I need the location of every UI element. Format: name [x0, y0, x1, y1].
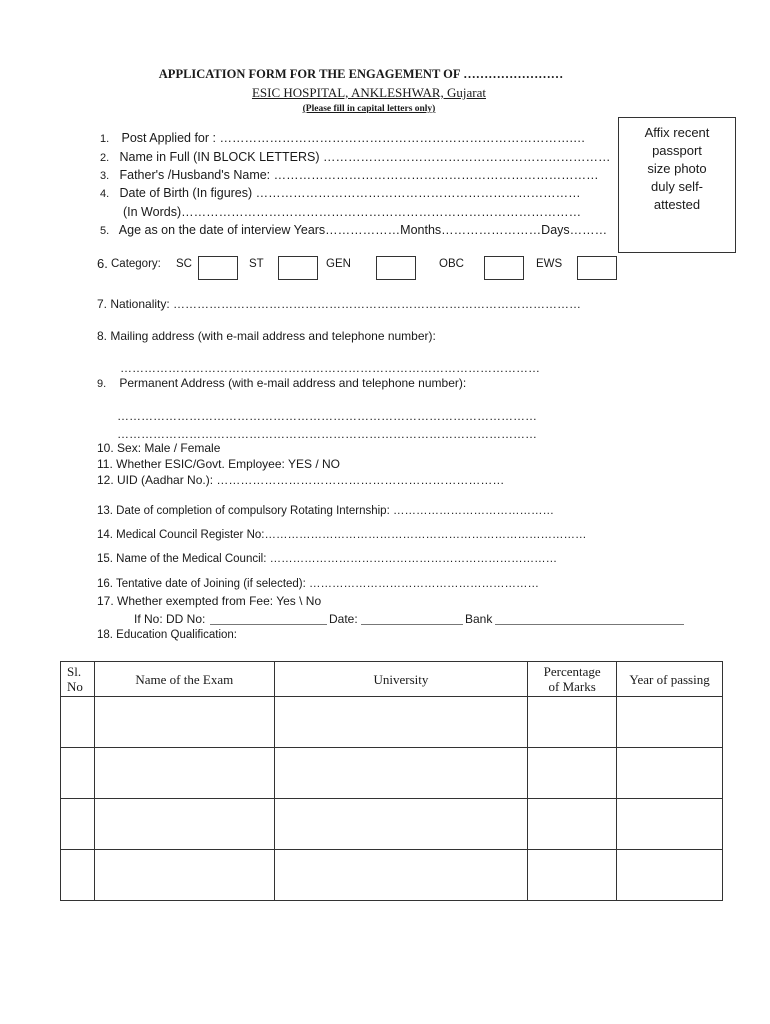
- header-text: Percentage: [543, 664, 601, 679]
- category-option-st: ST: [249, 258, 264, 270]
- field-number: 4.: [100, 188, 110, 200]
- category-number: 6.: [97, 256, 108, 271]
- table-cell[interactable]: [617, 799, 723, 850]
- header-sl-no: [61, 662, 95, 697]
- field-father-husband-name[interactable]: [100, 168, 599, 184]
- fill-instruction: (Please fill in capital letters only): [302, 104, 436, 114]
- table-cell[interactable]: [94, 799, 274, 850]
- table-cell[interactable]: [528, 748, 617, 799]
- field-number: 5.: [100, 225, 110, 237]
- table-cell[interactable]: [617, 748, 723, 799]
- header-year-of-passing: Year of passing: [617, 662, 723, 697]
- header-text: Sl.: [67, 664, 82, 679]
- header-university: University: [274, 662, 528, 697]
- hospital-name: ESIC HOSPITAL, ANKLESHWAR, Gujarat: [251, 85, 487, 100]
- field-mailing-address-line[interactable]: ……………………………………………………………………………………………: [120, 361, 540, 375]
- category-checkbox-obc[interactable]: [484, 256, 524, 280]
- field-uid[interactable]: 12. UID (Aadhar No.): ………………………………………………………………: [97, 473, 505, 487]
- table-row: [61, 850, 723, 901]
- dd-no-line[interactable]: [210, 624, 327, 625]
- table-cell[interactable]: [94, 697, 274, 748]
- field-permanent-address-line[interactable]: ……………………………………………………………………………………………: [117, 427, 537, 441]
- dd-date-label: Date:: [329, 612, 358, 626]
- table-cell[interactable]: [528, 850, 617, 901]
- field-fee-exemption[interactable]: 17. Whether exempted from Fee: Yes \ No: [97, 594, 322, 608]
- table-cell[interactable]: [274, 850, 528, 901]
- photo-box-line: duly self-: [650, 179, 704, 194]
- dd-no-label: If No: DD No:: [134, 612, 206, 626]
- category-option-gen: GEN: [326, 258, 351, 270]
- category-option-obc: OBC: [439, 258, 464, 270]
- field-dob-words[interactable]: [123, 205, 581, 220]
- category-checkbox-st[interactable]: [278, 256, 318, 280]
- field-number: 2.: [100, 152, 110, 164]
- field-text: Age as on the date of interview Years………………Months……………………Days………: [118, 223, 608, 237]
- table-cell[interactable]: [617, 850, 723, 901]
- category-label: Category:: [111, 258, 161, 270]
- field-post-applied[interactable]: [100, 131, 585, 147]
- header-text: of Marks: [548, 679, 596, 694]
- table-header-row: [61, 662, 723, 697]
- field-text: (In Words)……………………………………………………………………………………: [123, 205, 582, 219]
- photo-box-line: Affix recent: [644, 125, 710, 140]
- form-title: APPLICATION FORM FOR THE ENGAGEMENT OF ……………………: [158, 67, 564, 81]
- table-cell[interactable]: [274, 748, 528, 799]
- dd-date-line[interactable]: [361, 624, 463, 625]
- photo-box-line: attested: [653, 197, 701, 212]
- field-joining-date[interactable]: 16. Tentative date of Joining (if selected): ……………………………………………………: [97, 578, 540, 590]
- table-row: [61, 748, 723, 799]
- photo-box-line: passport: [652, 143, 702, 158]
- table-row: [61, 697, 723, 748]
- table-row: [61, 799, 723, 850]
- category-option-ews: EWS: [536, 258, 563, 270]
- field-permanent-address-label: [97, 376, 466, 392]
- field-age[interactable]: [100, 223, 607, 239]
- field-nationality[interactable]: 7. Nationality: …………………………………………………………………………………………: [97, 297, 582, 311]
- field-number: 3.: [100, 170, 110, 182]
- table-cell[interactable]: [528, 799, 617, 850]
- category-checkbox-ews[interactable]: [577, 256, 617, 280]
- field-mailing-address-label: 8. Mailing address (with e-mail address and telephone number):: [97, 329, 436, 343]
- table-cell[interactable]: [274, 799, 528, 850]
- header-exam-name: Name of the Exam: [94, 662, 274, 697]
- dd-bank-line[interactable]: [495, 624, 684, 625]
- table-cell[interactable]: [617, 697, 723, 748]
- field-number: 1.: [100, 133, 110, 145]
- table-cell[interactable]: [61, 697, 95, 748]
- field-internship-date[interactable]: 13. Date of completion of compulsory Rotating Internship: ……………………………………: [97, 505, 554, 517]
- category-checkbox-gen[interactable]: [376, 256, 416, 280]
- field-text: Post Applied for : ………………………………………………………………………….…: [121, 131, 586, 145]
- table-cell[interactable]: [61, 799, 95, 850]
- category-checkbox-sc[interactable]: [198, 256, 238, 280]
- header-percentage: [528, 662, 617, 697]
- field-text: Name in Full (IN BLOCK LETTERS) ……………………………………………………………: [119, 150, 611, 164]
- field-education-label: 18. Education Qualification:: [97, 629, 238, 641]
- table-cell[interactable]: [528, 697, 617, 748]
- header-text: No: [67, 679, 83, 694]
- field-council-register-no[interactable]: 14. Medical Council Register No:…………………………………………………………………………: [97, 529, 587, 541]
- field-text: Date of Birth (In figures) ……………………………………………………………………: [119, 186, 581, 200]
- table-cell[interactable]: [61, 748, 95, 799]
- dd-bank-label: Bank: [465, 612, 493, 626]
- field-full-name[interactable]: [100, 150, 611, 166]
- photo-placeholder-box[interactable]: [618, 117, 736, 253]
- photo-box-line: size photo: [647, 161, 707, 176]
- field-text: Permanent Address (with e-mail address and telephone number):: [119, 376, 467, 390]
- table-cell[interactable]: [94, 748, 274, 799]
- field-permanent-address-line[interactable]: ……………………………………………………………………………………………: [117, 409, 537, 423]
- category-option-sc: SC: [176, 258, 192, 270]
- field-sex[interactable]: 10. Sex: Male / Female: [97, 441, 221, 455]
- table-cell[interactable]: [274, 697, 528, 748]
- field-esic-employee[interactable]: 11. Whether ESIC/Govt. Employee: YES / NO: [97, 457, 340, 471]
- education-table: [60, 661, 723, 901]
- table-cell[interactable]: [94, 850, 274, 901]
- table-cell[interactable]: [61, 850, 95, 901]
- field-council-name[interactable]: 15. Name of the Medical Council: …………………………………………………………………: [97, 553, 558, 565]
- field-text: Father's /Husband's Name: ……………………………………………………………………: [119, 168, 599, 182]
- field-number: 9.: [97, 378, 107, 390]
- field-dob-figures[interactable]: [100, 186, 581, 202]
